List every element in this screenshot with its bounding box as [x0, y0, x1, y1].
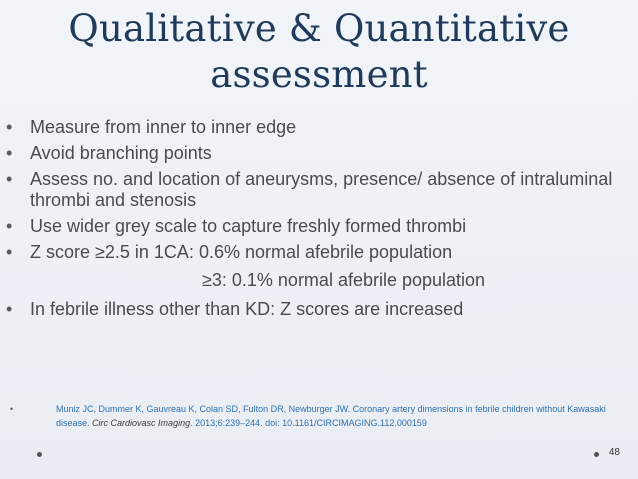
bullet-continuation — [6, 270, 626, 291]
reference-journal: Circ Cardiovasc Imaging — [92, 418, 191, 428]
bullet-text: Assess no. and location of aneurysms, presence/ absence of intraluminal thrombi and stenosis — [30, 169, 613, 210]
bullet-dot: • — [6, 216, 13, 236]
bullet-item — [6, 143, 626, 164]
bullet-dot: • — [6, 169, 13, 189]
reference-details: . 2013;6:239–244. doi: 10.1161/CIRCIMAGING.112.000159 — [190, 418, 427, 428]
bullet-dot: • — [6, 242, 13, 262]
reference-authors: Muniz JC, Dummer K, Gauvreau K, Colan SD, Fulton DR, Newburger JW. — [56, 404, 353, 414]
footer-left-dot — [37, 452, 42, 457]
bullet-dot: • — [6, 117, 13, 137]
page-number: 48 — [608, 447, 620, 458]
reference-article-link[interactable]: Coronary artery dimensions in febrile children without Kawasaki disease — [56, 404, 606, 428]
bullet-item — [6, 169, 626, 211]
bullet-text: Measure from inner to inner edge — [30, 117, 297, 137]
footer-right-dot — [594, 452, 599, 457]
bullet-text: In febrile illness other than KD: Z scores are increased — [30, 299, 464, 319]
reference-separator: . — [87, 418, 93, 428]
bullet-continuation-text: ≥3: 0.1% normal afebrile population — [202, 270, 486, 290]
reference-citation — [6, 402, 626, 430]
bullet-item — [6, 242, 626, 263]
bullet-text: Z score ≥2.5 in 1CA: 0.6% normal afebrile population — [30, 242, 453, 262]
bullet-item — [6, 216, 626, 237]
bullet-list — [6, 117, 626, 325]
title-line-2: assessment — [210, 53, 428, 96]
bullet-dot: • — [6, 143, 13, 163]
bullet-text: Avoid branching points — [30, 143, 212, 163]
title-line-1: Qualitative & Quantitative — [68, 7, 570, 50]
bullet-item — [6, 299, 626, 320]
slide-title — [0, 6, 638, 98]
bullet-dot: • — [6, 299, 13, 319]
bullet-text: Use wider grey scale to capture freshly formed thrombi — [30, 216, 467, 236]
bullet-item — [6, 117, 626, 138]
reference-bullet: • — [10, 404, 14, 414]
